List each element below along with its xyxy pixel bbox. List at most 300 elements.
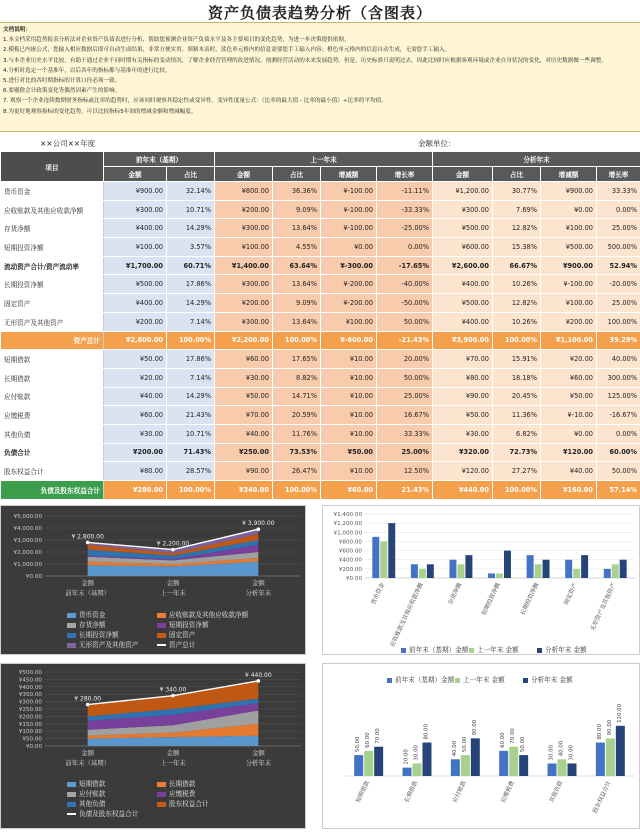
- table-cell: 10.26%: [493, 275, 541, 294]
- table-cell: 20.00%: [377, 350, 433, 369]
- legend-item: [67, 639, 138, 649]
- table-cell: 66.67%: [493, 256, 541, 275]
- table-cell: ¥800.00: [215, 182, 273, 201]
- table-row: [1, 182, 640, 201]
- legend-label: 货币资金: [79, 611, 106, 619]
- legend-label: 应缴税费: [169, 790, 196, 798]
- table-cell: 15.38%: [493, 238, 541, 257]
- bar: [535, 564, 542, 578]
- row-label: 其他负债: [1, 424, 104, 443]
- liability-bar-chart: [322, 663, 640, 829]
- table-cell: 25.00%: [597, 219, 640, 238]
- table-cell: 50.00%: [377, 368, 433, 387]
- x-group-label: 分析年末: [245, 759, 272, 767]
- table-cell: 16.67%: [377, 406, 433, 425]
- table-cell: 39.29%: [597, 331, 640, 350]
- y-tick-label: ¥1,200.00: [333, 521, 362, 528]
- y-tick-label: ¥200.00: [338, 566, 362, 573]
- data-label: 80.00: [596, 724, 603, 740]
- legend-label: 应付账款: [79, 790, 106, 798]
- table-cell: 100.00%: [597, 312, 640, 331]
- bar: [606, 738, 615, 776]
- page-title: 资产负债表趋势分析（含图表）: [207, 4, 432, 22]
- table-cell: ¥30.00: [433, 424, 493, 443]
- bar: [596, 743, 605, 776]
- x-tick-label: 货币资金: [370, 582, 387, 606]
- y-tick-label: ¥5,000.00: [13, 514, 42, 520]
- table-cell: 21.43%: [167, 406, 215, 425]
- bar: [573, 569, 580, 578]
- row-label: 资产总计: [1, 331, 104, 350]
- data-label: ¥ 3,900.00: [242, 520, 275, 528]
- table-cell: ¥300.00: [215, 312, 273, 331]
- table-cell: 7.69%: [493, 200, 541, 219]
- x-tick-label: 长期借款: [404, 780, 420, 804]
- x-tick-label: 金额: [81, 579, 95, 587]
- legend-swatch: [537, 648, 542, 653]
- table-cell: 100.00%: [493, 481, 541, 500]
- table-cell: ¥2,600.00: [433, 256, 493, 275]
- table-cell: 9.09%: [273, 200, 321, 219]
- legend-label: 短期借款: [79, 780, 106, 788]
- table-cell: ¥10.00: [321, 462, 377, 481]
- x-tick-label: 固定资产: [563, 582, 579, 606]
- total-point: [86, 703, 90, 707]
- table-cell: ¥30.00: [104, 424, 167, 443]
- bar: [419, 569, 426, 578]
- notes-line: 5.进行对比的各时期指标的计算口径必须一致。: [3, 78, 121, 85]
- table-cell: ¥400.00: [104, 294, 167, 313]
- bar: [457, 564, 464, 578]
- total-point: [86, 541, 90, 545]
- table-cell: -21.43%: [377, 331, 433, 350]
- notes-line: 6.要剔除会计政策变化等偶然因素产生的影响。: [3, 88, 121, 95]
- legend-label: 长期投资净额: [79, 631, 119, 639]
- legend-label: 前年末（基期）金额: [409, 646, 469, 654]
- column-header: 占比: [493, 167, 541, 182]
- table-cell: -11.11%: [377, 182, 433, 201]
- bar: [488, 573, 495, 578]
- legend-label: 前年末（基期）金额: [395, 676, 455, 684]
- data-label: 80.00: [423, 724, 430, 740]
- table-cell: ¥320.00: [433, 443, 493, 462]
- legend-item: [157, 629, 195, 639]
- table-cell: ¥300.00: [104, 200, 167, 219]
- table-cell: 12.50%: [377, 462, 433, 481]
- bar: [380, 541, 387, 578]
- data-label: 30.00: [568, 745, 575, 761]
- table-cell: ¥100.00: [541, 219, 597, 238]
- legend-label: 上一年末 金额: [463, 676, 505, 684]
- data-label: 70.00: [510, 728, 517, 744]
- row-label: 无形资产及其他资产: [1, 312, 104, 331]
- data-label: ¥ 2,800.00: [71, 533, 104, 541]
- table-cell: 9.09%: [273, 294, 321, 313]
- table-row: [1, 387, 640, 406]
- table-cell: ¥500.00: [541, 238, 597, 257]
- data-label: ¥ 280.00: [74, 695, 102, 703]
- table-cell: ¥20.00: [541, 350, 597, 369]
- table-cell: ¥0.00: [321, 238, 377, 257]
- table-cell: 52.94%: [597, 256, 640, 275]
- table-cell: ¥-100.00: [541, 275, 597, 294]
- legend-swatch: [67, 782, 76, 787]
- table-cell: 100.00%: [167, 331, 215, 350]
- legend-item: [67, 619, 105, 629]
- row-label: 应缴税费: [1, 406, 104, 425]
- legend-item: [157, 609, 248, 619]
- data-label: 50.00: [355, 736, 362, 753]
- legend-label: 分析年末 金额: [545, 646, 587, 654]
- x-tick-label: 金额: [166, 749, 180, 757]
- table-cell: ¥60.00: [541, 368, 597, 387]
- x-tick-label: 短期投资净额: [481, 582, 502, 617]
- bar: [451, 759, 460, 776]
- bar: [504, 551, 511, 578]
- table-cell: ¥2,200.00: [215, 331, 273, 350]
- table-cell: 72.73%: [493, 443, 541, 462]
- table-cell: ¥160.00: [541, 481, 597, 500]
- table-cell: ¥1,200.00: [433, 182, 493, 201]
- table-cell: 57.14%: [597, 481, 640, 500]
- table-row: [1, 350, 640, 369]
- x-group-label: 上一年末: [160, 589, 186, 597]
- notes-line: 1.本文档采用趋势报表分析法对企业资产负债表进行分析，帮助您预测企业资产负债水平及各主要项目的变化趋势，为进一步决策提供依据。: [3, 37, 350, 44]
- table-cell: 30.77%: [493, 182, 541, 201]
- column-header: 增减额: [541, 167, 597, 182]
- table-cell: ¥900.00: [104, 182, 167, 201]
- x-tick-label: 长期投资净额: [520, 582, 541, 617]
- table-cell: 18.18%: [493, 368, 541, 387]
- table-cell: ¥500.00: [433, 294, 493, 313]
- table-cell: ¥90.00: [215, 462, 273, 481]
- table-cell: ¥0.00: [541, 200, 597, 219]
- group-header: 上一年末: [215, 152, 433, 167]
- table-cell: 15.91%: [493, 350, 541, 369]
- table-cell: 500.00%: [597, 238, 640, 257]
- y-tick-label: ¥2,000.00: [13, 550, 42, 556]
- table-cell: 10.71%: [167, 200, 215, 219]
- table-cell: -50.00%: [377, 294, 433, 313]
- y-tick-label: ¥100.00: [18, 729, 42, 736]
- table-cell: ¥600.00: [433, 238, 493, 257]
- table-cell: 4.55%: [273, 238, 321, 257]
- bar: [427, 564, 434, 578]
- bar: [388, 523, 395, 578]
- document-notes: [0, 22, 640, 132]
- bar: [496, 573, 503, 578]
- table-cell: 13.64%: [273, 312, 321, 331]
- x-group-label: 前年末（基期）: [65, 589, 111, 597]
- table-cell: 60.71%: [167, 256, 215, 275]
- table-cell: ¥80.00: [433, 368, 493, 387]
- bar: [449, 560, 456, 578]
- row-label: 流动资产合计/资产流动率: [1, 256, 104, 275]
- table-cell: 13.64%: [273, 219, 321, 238]
- table-cell: 14.29%: [167, 294, 215, 313]
- bar: [612, 564, 619, 578]
- legend-swatch: [157, 613, 166, 618]
- table-cell: ¥10.00: [321, 387, 377, 406]
- legend-swatch: [67, 813, 76, 815]
- table-cell: ¥100.00: [104, 238, 167, 257]
- legend-item: [67, 798, 105, 808]
- table-cell: ¥40.00: [541, 462, 597, 481]
- table-cell: 3.57%: [167, 238, 215, 257]
- table-cell: -20.00%: [597, 275, 640, 294]
- table-cell: 33.33%: [377, 424, 433, 443]
- bar: [616, 726, 625, 776]
- bar: [567, 763, 576, 776]
- liability-area-chart: [0, 663, 306, 829]
- data-label: 50.00: [520, 736, 527, 753]
- data-label: 70.00: [375, 728, 382, 744]
- legend-item: [67, 788, 105, 798]
- bar: [581, 555, 588, 578]
- table-cell: ¥250.00: [215, 443, 273, 462]
- y-tick-label: ¥150.00: [18, 721, 42, 728]
- table-cell: 73.53%: [273, 443, 321, 462]
- table-cell: ¥100.00: [215, 238, 273, 257]
- table-cell: ¥900.00: [541, 256, 597, 275]
- y-tick-label: ¥1,000.00: [13, 562, 42, 568]
- table-cell: ¥1,100.00: [541, 331, 597, 350]
- table-cell: ¥120.00: [541, 443, 597, 462]
- table-row: [1, 200, 640, 219]
- y-tick-label: ¥1,400.00: [333, 512, 362, 518]
- bar: [543, 560, 550, 578]
- table-cell: ¥900.00: [541, 182, 597, 201]
- legend-swatch: [157, 782, 166, 787]
- table-row: [1, 443, 640, 462]
- table-cell: ¥200.00: [215, 294, 273, 313]
- table-cell: ¥-300.00: [321, 256, 377, 275]
- notes-line: 8.为更好地观察指标的变化趋势，可以比较指标5年间的增减金额和增减幅度。: [3, 108, 197, 115]
- table-cell: ¥60.00: [215, 350, 273, 369]
- table-cell: 27.27%: [493, 462, 541, 481]
- bar: [374, 747, 383, 776]
- table-cell: 6.82%: [493, 424, 541, 443]
- table-cell: 28.57%: [167, 462, 215, 481]
- table-cell: 26.47%: [273, 462, 321, 481]
- legend-swatch: [157, 802, 166, 807]
- table-row: [1, 275, 640, 294]
- bar: [364, 751, 373, 776]
- table-cell: 10.71%: [167, 424, 215, 443]
- table-cell: ¥-10.00: [541, 406, 597, 425]
- table-cell: ¥50.00: [541, 387, 597, 406]
- table-cell: ¥70.00: [433, 350, 493, 369]
- table-cell: ¥60.00: [104, 406, 167, 425]
- company-year-label: ××公司××年度: [40, 139, 96, 148]
- table-cell: 32.14%: [167, 182, 215, 201]
- table-cell: ¥40.00: [215, 424, 273, 443]
- legend-swatch: [157, 792, 166, 797]
- legend-item: [387, 674, 454, 684]
- table-row: [1, 238, 640, 257]
- table-cell: -25.00%: [377, 219, 433, 238]
- bar: [527, 555, 534, 578]
- row-label: 负债合计: [1, 443, 104, 462]
- table-cell: 100.00%: [273, 331, 321, 350]
- legend-swatch: [157, 623, 166, 628]
- legend-label: 负债及股东权益合计: [79, 810, 139, 818]
- bar: [354, 755, 363, 776]
- data-label: 40.00: [451, 740, 458, 757]
- y-tick-label: ¥0.00: [345, 576, 362, 582]
- table-cell: ¥50.00: [104, 350, 167, 369]
- data-label: 60.00: [365, 732, 372, 748]
- table-cell: ¥50.00: [433, 406, 493, 425]
- column-header: 增减额: [321, 167, 377, 182]
- x-group-label: 上一年末: [160, 759, 186, 767]
- row-label: 存货净额: [1, 219, 104, 238]
- legend-label: 分析年末 金额: [531, 676, 573, 684]
- x-tick-label: 应缴税费: [500, 780, 516, 804]
- bar: [471, 738, 480, 776]
- legend-item: [469, 644, 519, 654]
- x-tick-label: 其他负债: [549, 780, 565, 804]
- table-cell: 11.36%: [493, 406, 541, 425]
- column-header: 占比: [273, 167, 321, 182]
- row-label: 股东权益合计: [1, 462, 104, 481]
- y-tick-label: ¥500.00: [18, 670, 42, 676]
- data-label: ¥ 440.00: [244, 671, 272, 679]
- bar: [465, 555, 472, 578]
- y-tick-label: ¥450.00: [18, 677, 42, 684]
- y-tick-label: ¥300.00: [18, 699, 42, 706]
- x-tick-label: 短期借款: [355, 780, 371, 804]
- table-row: [1, 312, 640, 331]
- table-cell: 125.00%: [597, 387, 640, 406]
- notes-line: 3.与本企业历史水平比较，有助于通过企业不同时期有关指标的变动情况，了解企业经营管理的改进情况、预测经营活动的未来发展趋势。但是，历史标准只说明过去，因此比较时应根据客观环境或企业自身状况的变化，对历史数据做一些调整。: [3, 57, 607, 64]
- y-tick-label: ¥1,000.00: [333, 530, 362, 537]
- x-tick-label: 股东权益合计: [592, 780, 613, 815]
- table-row: [1, 256, 640, 275]
- table-cell: ¥10.00: [321, 368, 377, 387]
- data-label: 30.00: [413, 745, 420, 761]
- table-row: [1, 294, 640, 313]
- legend-swatch: [67, 623, 76, 628]
- data-label: 40.00: [558, 740, 565, 757]
- bar: [372, 537, 379, 578]
- table-cell: 13.64%: [273, 275, 321, 294]
- x-tick-label: 金额: [166, 579, 180, 587]
- data-label: 60.00: [500, 732, 507, 748]
- data-label: ¥ 340.00: [159, 686, 187, 694]
- bar: [422, 743, 431, 776]
- total-point: [171, 694, 175, 698]
- table-cell: ¥300.00: [215, 219, 273, 238]
- table-cell: 25.00%: [597, 294, 640, 313]
- table-cell: ¥400.00: [433, 312, 493, 331]
- data-label: 120.00: [616, 703, 623, 723]
- bar: [548, 763, 557, 776]
- group-header: 分析年末: [433, 152, 640, 167]
- legend-label: 其他负债: [79, 800, 106, 808]
- table-cell: -40.00%: [377, 275, 433, 294]
- y-tick-label: ¥200.00: [18, 714, 42, 721]
- table-cell: 100.00%: [493, 331, 541, 350]
- table-row: [1, 368, 640, 387]
- table-cell: 63.64%: [273, 256, 321, 275]
- table-cell: ¥340.00: [215, 481, 273, 500]
- column-header: 金额: [104, 167, 167, 182]
- y-tick-label: ¥4,000.00: [13, 526, 42, 532]
- legend-label: 长期借款: [169, 780, 196, 788]
- column-header: 占比: [167, 167, 215, 182]
- legend-item: [157, 778, 195, 788]
- x-tick-label: 金额: [81, 749, 95, 757]
- column-header: 金额: [215, 167, 273, 182]
- bar: [565, 560, 572, 578]
- table-cell: ¥20.00: [104, 368, 167, 387]
- table-cell: ¥60.00: [321, 481, 377, 500]
- table-cell: 20.59%: [273, 406, 321, 425]
- table-cell: ¥70.00: [215, 406, 273, 425]
- table-row: [1, 481, 640, 500]
- table-cell: ¥-100.00: [321, 182, 377, 201]
- table-cell: 14.29%: [167, 387, 215, 406]
- data-label: 30.00: [548, 745, 555, 761]
- x-group-label: 分析年末: [245, 589, 272, 597]
- table-cell: ¥200.00: [541, 312, 597, 331]
- table-cell: 0.00%: [377, 238, 433, 257]
- legend-label: 上一年末 金额: [477, 646, 519, 654]
- table-cell: 36.36%: [273, 182, 321, 201]
- legend-item: [157, 619, 209, 629]
- table-cell: ¥300.00: [433, 200, 493, 219]
- row-label: 短期投资净额: [1, 238, 104, 257]
- table-row: [1, 331, 640, 350]
- y-tick-label: ¥3,000.00: [13, 538, 42, 544]
- table-cell: ¥500.00: [433, 219, 493, 238]
- row-label: 负债及股东权益合计: [1, 481, 104, 500]
- y-tick-label: ¥600.00: [338, 548, 362, 555]
- table-cell: ¥-100.00: [321, 219, 377, 238]
- column-header: 金额: [433, 167, 493, 182]
- legend-swatch: [157, 633, 166, 638]
- legend-swatch: [67, 792, 76, 797]
- table-cell: ¥200.00: [215, 200, 273, 219]
- total-point: [171, 548, 175, 552]
- table-cell: 11.76%: [273, 424, 321, 443]
- table-cell: -33.33%: [377, 200, 433, 219]
- asset-bar-chart: [322, 505, 640, 655]
- legend-label: 无形资产及其他资产: [79, 641, 139, 649]
- item-header: 项目: [1, 152, 104, 182]
- legend-swatch: [469, 648, 474, 653]
- row-label: 应付账款: [1, 387, 104, 406]
- x-tick-label: 应付账款: [452, 780, 468, 804]
- row-label: 应收账款及其他应收款净额: [1, 200, 104, 219]
- table-cell: ¥-200.00: [321, 275, 377, 294]
- x-tick-label: 金额: [251, 579, 265, 587]
- bar: [620, 560, 627, 578]
- table-cell: ¥0.00: [541, 424, 597, 443]
- table-cell: 21.43%: [377, 481, 433, 500]
- table-cell: ¥1,700.00: [104, 256, 167, 275]
- table-row: [1, 406, 640, 425]
- table-cell: ¥200.00: [104, 312, 167, 331]
- notes-line: 文档说明：: [3, 27, 31, 33]
- data-label: 90.00: [606, 719, 613, 736]
- table-cell: ¥10.00: [321, 424, 377, 443]
- x-group-label: 前年末（基期）: [65, 759, 111, 767]
- legend-swatch: [523, 678, 528, 683]
- row-label: 长期借款: [1, 368, 104, 387]
- y-tick-label: ¥250.00: [18, 707, 42, 713]
